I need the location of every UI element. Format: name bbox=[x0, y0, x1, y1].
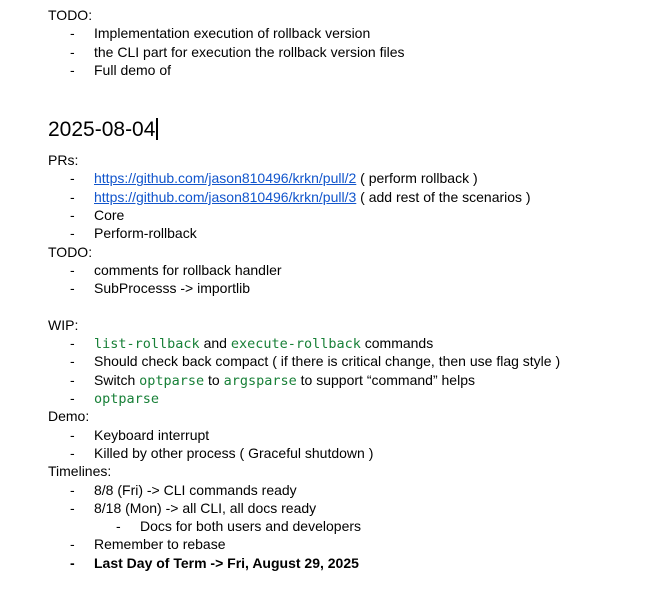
list-item: - Killed by other process ( Graceful shutdown ) bbox=[48, 444, 650, 462]
list-item: - Core bbox=[48, 206, 650, 224]
pr-note: ( perform rollback ) bbox=[360, 170, 478, 187]
list-item: - Should check back compact ( if there is critical change, then use flag style ) bbox=[48, 352, 650, 370]
pr-link-2[interactable]: https://github.com/jason810496/krkn/pull/2 bbox=[94, 170, 357, 187]
text: to bbox=[208, 371, 220, 388]
todo-label: TODO: bbox=[48, 7, 93, 23]
list-item: - Perform-rollback bbox=[48, 224, 650, 242]
list-item: - comments for rollback handler bbox=[48, 261, 650, 279]
list-item: - SubProcesss -> importlib bbox=[48, 279, 650, 297]
text-cursor bbox=[156, 118, 158, 140]
list-item: - Full demo of bbox=[48, 61, 650, 79]
list-item: - Keyboard interrupt bbox=[48, 426, 650, 444]
list-item bbox=[48, 389, 650, 407]
list-item bbox=[48, 169, 650, 187]
list-item: - 8/18 (Mon) -> all CLI, all docs ready bbox=[48, 499, 650, 517]
text: Switch bbox=[94, 371, 136, 388]
inline-code: list-rollback bbox=[94, 336, 200, 353]
text: commands bbox=[364, 335, 434, 352]
list-item: - the CLI part for execution the rollback version files bbox=[48, 43, 650, 61]
date-heading[interactable] bbox=[48, 109, 650, 151]
text: to support “command” helps bbox=[300, 371, 475, 388]
list-item: - Last Day of Term -> Fri, August 29, 2025 bbox=[48, 554, 650, 572]
inline-code: optparse bbox=[94, 391, 160, 408]
list-item bbox=[48, 334, 650, 352]
date-heading-text: 2025-08-04 bbox=[48, 118, 156, 142]
list-item: - Implementation execution of rollback version bbox=[48, 24, 650, 42]
sub-list-item: - Docs for both users and developers bbox=[48, 517, 650, 535]
list-item: - Remember to rebase bbox=[48, 535, 650, 553]
timelines-label: Timelines: bbox=[48, 463, 112, 480]
inline-code: execute-rollback bbox=[230, 336, 361, 353]
todo-label: TODO: bbox=[48, 243, 93, 260]
text: and bbox=[203, 335, 227, 352]
list-item bbox=[48, 371, 650, 389]
wip-label: WIP: bbox=[48, 316, 79, 333]
document-body[interactable] bbox=[48, 6, 650, 572]
pr-note: ( add rest of the scenarios ) bbox=[360, 188, 531, 205]
pr-link-3[interactable]: https://github.com/jason810496/krkn/pull/3 bbox=[94, 188, 357, 205]
inline-code: argsparse bbox=[223, 372, 297, 389]
list-item bbox=[48, 188, 650, 206]
demo-label: Demo: bbox=[48, 408, 90, 425]
prs-label: PRs: bbox=[48, 152, 79, 169]
list-item: - 8/8 (Fri) -> CLI commands ready bbox=[48, 481, 650, 499]
inline-code: optparse bbox=[139, 372, 205, 389]
